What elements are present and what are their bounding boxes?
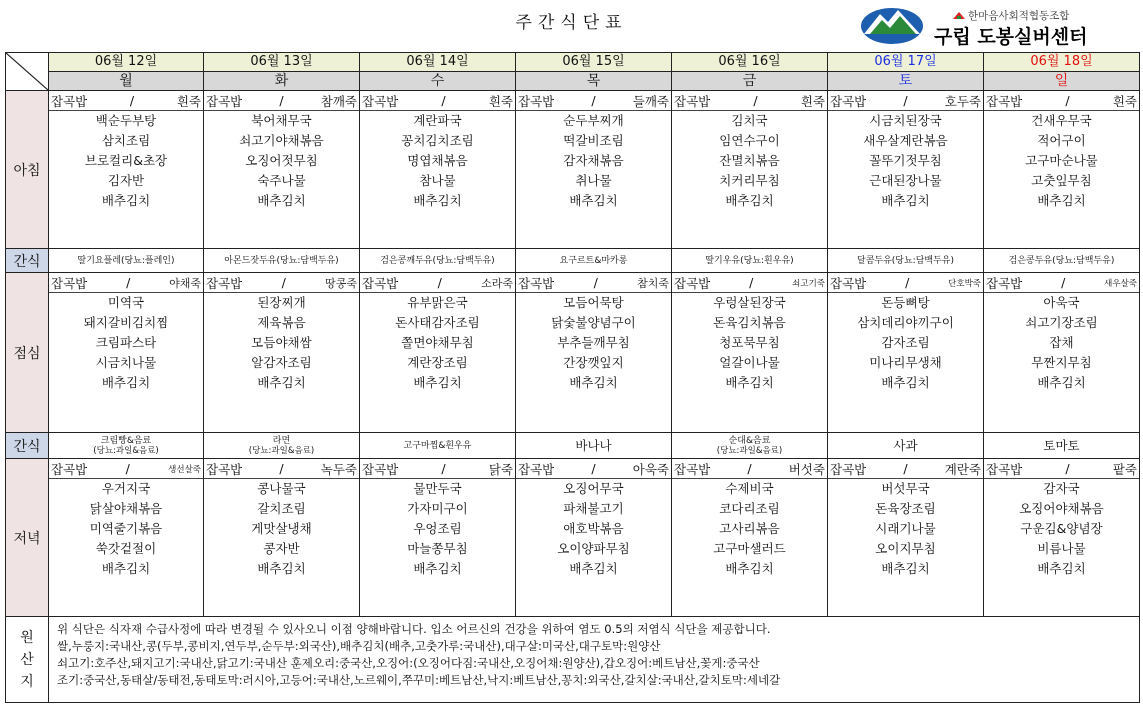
dish-item: 얼갈이나물	[719, 355, 780, 370]
dish-item: 오징어무국	[563, 481, 624, 496]
notes-line: 위 식단은 식자재 수급사정에 따라 변경될 수 있사오니 이점 양해바랍니다. 입소 어르신의 건강을 위하여 염도 0.5의 저염식 식단을 제공합니다.	[57, 622, 771, 636]
dish-item: 오이지무침	[875, 541, 936, 556]
date-header	[828, 53, 984, 72]
rice-line	[984, 459, 1139, 479]
dish-item: 가자미구이	[407, 501, 468, 516]
page-title: 주간식단표	[515, 13, 628, 33]
slash-text: /	[903, 93, 908, 108]
dinner-cell	[828, 459, 984, 617]
dish-item: 새우살계란볶음	[863, 133, 948, 148]
breakfast-cell	[204, 91, 360, 249]
weekday-header	[672, 72, 828, 91]
porridge-text: 아욱죽	[632, 461, 669, 477]
dish-item: 부추들깨무침	[557, 335, 630, 350]
rice-line	[828, 459, 983, 479]
am_snack-row	[6, 249, 1140, 273]
lunch-cell	[828, 273, 984, 433]
slash-text: /	[126, 275, 131, 290]
date-text: 06월 15일	[562, 54, 625, 69]
weekday-text: 수	[430, 73, 445, 89]
rice-line	[516, 273, 671, 293]
dish-item: 계란장조림	[407, 355, 468, 370]
dish-item: 고사리볶음	[719, 521, 780, 536]
porridge-text: 흰죽	[1112, 93, 1137, 109]
dish-item: 배추김치	[725, 193, 774, 208]
porridge-text: 쇠고기죽	[792, 278, 825, 289]
snack-line2: (당뇨:과일&음료)	[248, 445, 315, 456]
pm-snack-cell	[516, 433, 672, 459]
porridge-text: 계란죽	[944, 461, 981, 477]
dish-item: 적어구이	[1037, 133, 1086, 148]
dish-item: 배추김치	[725, 375, 774, 390]
slash-text: /	[749, 275, 754, 290]
origin-label	[6, 617, 49, 703]
rice-line	[204, 459, 359, 479]
breakfast-row	[6, 91, 1140, 249]
porridge-text: 흰죽	[800, 93, 825, 109]
rice-text: 잡곡밥	[362, 93, 399, 109]
dish-item: 임연수구이	[719, 133, 780, 148]
dish-item: 제육볶음	[257, 315, 306, 330]
dish-item: 김치국	[731, 113, 768, 128]
weekly-menu-table	[5, 52, 1140, 703]
rice-line	[49, 459, 203, 479]
slash-text: /	[591, 93, 596, 108]
dish-item: 고구마순나물	[1025, 153, 1098, 168]
pm-snack-cell	[360, 433, 516, 459]
rice-text: 잡곡밥	[51, 275, 88, 291]
am_snack-cell: 요구르트&마카롱	[516, 249, 672, 273]
dish-item: 명엽채볶음	[407, 153, 468, 168]
porridge-text: 팥죽	[1112, 461, 1137, 477]
notes-line: 조기:중국산,동태살/동태전,동태토막:러시아,고등어:국내산,노르웨이,쭈꾸미:베트남산,낙지:베트남산,꽁치:외국산,갈치살:국내산,갈치토막:세네갈	[57, 673, 781, 687]
snack-line1: 사과	[893, 437, 918, 453]
breakfast-cell	[516, 91, 672, 249]
dish-item: 무짠지무침	[1031, 355, 1092, 370]
rice-text: 잡곡밥	[362, 461, 399, 477]
rice-line	[828, 91, 983, 111]
corner-cell	[6, 53, 49, 91]
rice-line	[516, 459, 671, 479]
dinner-cell	[672, 459, 828, 617]
breakfast-cell	[49, 91, 204, 249]
snack-line1: 크림빵&음료	[100, 435, 152, 446]
breakfast-cell	[984, 91, 1140, 249]
rice-line	[360, 273, 515, 293]
notes-line: 쌀,누룽지:국내산,콩(두부,콩비지,연두부,순두부:외국산),배추김치(배추,고춧가루:국내산),대구살:미국산,대구토막:원양산	[57, 639, 661, 653]
rice-line	[672, 273, 827, 293]
rice-line	[360, 91, 515, 111]
slash-text: /	[903, 461, 908, 476]
dinner-cell	[516, 459, 672, 617]
rice-text: 잡곡밥	[830, 461, 867, 477]
rice-line	[360, 459, 515, 479]
origin-row	[6, 617, 1140, 703]
rice-line	[49, 273, 203, 293]
dish-item: 콩나물국	[257, 481, 306, 496]
dish-item: 배추김치	[101, 561, 151, 576]
date-text: 06월 14일	[406, 54, 469, 69]
breakfast-label: 아침	[6, 91, 49, 249]
pm-snack-cell	[828, 433, 984, 459]
org-sub-name: 한마음사회적협동조합	[952, 8, 1069, 23]
dish-item: 백순두부탕	[95, 113, 157, 128]
porridge-text: 흰죽	[488, 93, 513, 109]
dish-item: 닭숯불양념구이	[551, 315, 636, 330]
weekday-header	[828, 72, 984, 91]
weekday-header	[984, 72, 1140, 91]
dish-item: 근대된장나물	[869, 173, 942, 188]
porridge-text: 생선살죽	[168, 464, 201, 475]
porridge-text: 단호박죽	[948, 278, 981, 289]
weekday-text: 금	[742, 73, 757, 89]
dish-item: 배추김치	[1037, 375, 1086, 390]
rice-text: 잡곡밥	[986, 275, 1023, 291]
dish-item: 크림파스타	[95, 335, 157, 350]
dish-item: 청포묵무침	[719, 335, 780, 350]
dish-item: 시금치나물	[95, 355, 157, 370]
dish-item: 쑥갓겉절이	[95, 541, 157, 556]
origin-char: 산	[20, 651, 34, 668]
dish-item: 배추김치	[257, 193, 306, 208]
weekday-text: 화	[274, 73, 289, 89]
dish-item: 잔멸치볶음	[719, 153, 780, 168]
rice-line	[516, 91, 671, 111]
am_snack-cell: 검은콩깨두유(당뇨:담백두유)	[360, 249, 516, 273]
dish-item: 순두부찌개	[563, 113, 624, 128]
lunch-row	[6, 273, 1140, 433]
dish-item: 코다리조림	[719, 501, 780, 516]
slash-text: /	[753, 93, 758, 108]
lunch-cell	[49, 273, 204, 433]
pm-snack-row	[6, 433, 1140, 459]
dish-item: 잡채	[1049, 335, 1074, 350]
house-icon	[952, 10, 966, 20]
dish-item: 감자조림	[881, 335, 930, 350]
dish-item: 김자반	[107, 173, 145, 188]
slash-text: /	[279, 461, 284, 476]
am_snack-cell: 딸기우유(당뇨:흰우유)	[672, 249, 828, 273]
lunch-cell	[672, 273, 828, 433]
dish-item: 배추김치	[413, 561, 462, 576]
weekday-header	[360, 72, 516, 91]
slash-text: /	[593, 275, 598, 290]
dinner-label: 저녁	[6, 459, 49, 617]
dish-item: 게맛살냉채	[251, 521, 312, 536]
porridge-text: 들깨죽	[632, 93, 669, 109]
dish-item: 구운김&양념장	[1020, 521, 1103, 536]
porridge-text: 새우살죽	[1104, 278, 1137, 289]
rice-text: 잡곡밥	[518, 461, 555, 477]
am_snack-cell: 딸기요플레(당뇨:플레인)	[49, 249, 204, 273]
dish-item: 배추김치	[101, 193, 151, 208]
rice-text: 잡곡밥	[830, 275, 867, 291]
snack-line1: 바나나	[575, 437, 612, 453]
dish-item: 치커리무침	[719, 173, 780, 188]
date-text: 06월 16일	[718, 54, 781, 69]
pm-snack-label: 간식	[6, 433, 49, 459]
slash-text: /	[129, 93, 135, 108]
porridge-text: 땅콩죽	[325, 276, 357, 290]
slash-text: /	[281, 275, 286, 290]
dish-item: 배추김치	[413, 193, 462, 208]
dish-item: 된장찌개	[257, 295, 306, 310]
weekday-header	[516, 72, 672, 91]
dish-item: 건새우무국	[1031, 113, 1092, 128]
porridge-text: 야채죽	[169, 276, 201, 290]
porridge-text: 흰죽	[176, 93, 201, 109]
dish-item: 오징어야채볶음	[1019, 501, 1104, 516]
date-text: 06월 17일	[874, 54, 937, 69]
rice-text: 잡곡밥	[674, 93, 711, 109]
dinner-cell	[984, 459, 1140, 617]
dish-item: 브로컬리&초장	[84, 153, 168, 168]
date-header	[516, 53, 672, 72]
rice-text: 잡곡밥	[51, 461, 88, 477]
pm-snack-cell	[984, 433, 1140, 459]
origin-char: 원	[20, 629, 34, 646]
lunch-cell	[984, 273, 1140, 433]
porridge-text: 닭죽	[488, 461, 513, 477]
origin-char: 지	[20, 673, 34, 690]
slash-text: /	[437, 275, 442, 290]
dish-item: 아욱국	[1043, 295, 1080, 310]
snack-line1: 토마토	[1043, 437, 1080, 453]
dish-item: 고춧잎무침	[1031, 173, 1092, 188]
dish-item: 수제비국	[725, 481, 774, 496]
mountain-logo-icon	[860, 4, 924, 44]
org-main-name: 구립 도봉실버센터	[934, 26, 1088, 48]
rice-line	[49, 91, 203, 111]
porridge-text: 소라죽	[481, 276, 513, 290]
dish-item: 배추김치	[101, 375, 151, 390]
dish-item: 돈육장조림	[875, 501, 936, 516]
dish-item: 시금치된장국	[869, 113, 942, 128]
slash-text: /	[441, 461, 446, 476]
rice-text: 잡곡밥	[674, 461, 711, 477]
rice-line	[672, 91, 827, 111]
am_snack-cell: 아몬드잣두유(당뇨:담백두유)	[204, 249, 360, 273]
dish-item: 배추김치	[881, 561, 930, 576]
dish-item: 취나물	[575, 173, 612, 188]
rice-text: 잡곡밥	[206, 275, 243, 291]
dish-item: 삼치조림	[101, 133, 151, 148]
rice-text: 잡곡밥	[206, 461, 243, 477]
snack-line2: (당뇨:과일&음료)	[93, 445, 159, 456]
dish-item: 미역줄기볶음	[89, 521, 163, 536]
dish-item: 계란파국	[413, 113, 462, 128]
dish-item: 쫄면야채무침	[401, 335, 474, 350]
date-header	[49, 53, 204, 72]
slash-text: /	[747, 461, 752, 476]
dish-item: 배추김치	[569, 561, 618, 576]
am_snack-cell: 달콤두유(당뇨:담백두유)	[828, 249, 984, 273]
date-header	[360, 53, 516, 72]
dish-item: 콩자반	[263, 541, 300, 556]
dish-item: 감자국	[1043, 481, 1080, 496]
dish-item: 배추김치	[881, 193, 930, 208]
dish-item: 꼴뚜기젓무침	[869, 153, 942, 168]
dish-item: 파채불고기	[563, 501, 624, 516]
snack-line1: 라면	[272, 435, 291, 446]
porridge-text: 참깨죽	[320, 93, 357, 109]
weekday-header	[49, 72, 204, 91]
dish-item: 갈치조림	[257, 501, 306, 516]
date-row	[6, 53, 1140, 72]
dish-item: 물만두국	[413, 481, 462, 496]
dinner-row	[6, 459, 1140, 617]
dish-item: 꽁치김치조림	[401, 133, 474, 148]
rice-text: 잡곡밥	[362, 275, 399, 291]
dish-item: 비름나물	[1037, 541, 1086, 556]
dish-item: 북어채무국	[251, 113, 312, 128]
dish-item: 알감자조림	[251, 355, 312, 370]
dish-item: 배추김치	[569, 193, 618, 208]
breakfast-cell	[360, 91, 516, 249]
dish-item: 배추김치	[569, 375, 618, 390]
porridge-text: 호두죽	[944, 93, 981, 109]
slash-text: /	[279, 93, 284, 108]
dish-item: 돈육김치볶음	[713, 315, 786, 330]
dish-item: 오징어젓무침	[245, 153, 318, 168]
date-text: 06월 13일	[250, 54, 313, 69]
date-text: 06월 18일	[1030, 54, 1093, 69]
dish-item: 배추김치	[1037, 561, 1086, 576]
porridge-text: 녹두죽	[320, 461, 357, 477]
dish-item: 돼지갈비김치찜	[83, 315, 169, 330]
dish-item: 배추김치	[257, 561, 306, 576]
snack-line1: 고구마찜&흰우유	[403, 440, 472, 451]
weekday-header	[204, 72, 360, 91]
dish-item: 떡갈비조림	[563, 133, 624, 148]
rice-text: 잡곡밥	[51, 93, 88, 109]
dish-item: 간장깻잎지	[563, 355, 624, 370]
dish-item: 애호박볶음	[563, 521, 624, 536]
rice-text: 잡곡밥	[518, 93, 555, 109]
dish-item: 모듬어묵탕	[563, 295, 624, 310]
dish-item: 미역국	[107, 295, 145, 310]
dish-item: 버섯무국	[881, 481, 930, 496]
rice-text: 잡곡밥	[830, 93, 867, 109]
rice-line	[984, 273, 1139, 293]
slash-text: /	[125, 461, 130, 476]
weekday-text: 토	[898, 73, 913, 89]
weekday-text: 월	[119, 73, 133, 89]
breakfast-cell	[828, 91, 984, 249]
lunch-cell	[516, 273, 672, 433]
rice-line	[672, 459, 827, 479]
dinner-cell	[360, 459, 516, 617]
slash-text: /	[1065, 461, 1070, 476]
dish-item: 참나물	[419, 173, 456, 188]
dish-item: 쇠고기야채볶음	[239, 133, 324, 148]
slash-text: /	[905, 275, 910, 290]
notes-line: 쇠고기:호주산,돼지고기:국내산,닭고기:국내산 훈제오리:중국산,오징어:(오징어다짐:국내산,오징어채:원양산),갑오징어:베트남산,꽃게:중국산	[57, 656, 760, 670]
lunch-label: 점심	[6, 273, 49, 433]
rice-line	[204, 91, 359, 111]
dinner-cell	[204, 459, 360, 617]
slash-text: /	[441, 93, 446, 108]
dish-item: 돈사태감자조림	[395, 315, 480, 330]
pm-snack-cell	[49, 433, 204, 459]
rice-text: 잡곡밥	[986, 93, 1023, 109]
rice-line	[828, 273, 983, 293]
dish-item: 고구마샐러드	[713, 541, 786, 556]
slash-text: /	[591, 461, 596, 476]
dish-item: 배추김치	[257, 375, 306, 390]
dish-item: 감자채볶음	[563, 153, 624, 168]
dish-item: 닭살야채볶음	[89, 501, 163, 516]
am_snack-cell: 검은콩두유(당뇨:담백두유)	[984, 249, 1140, 273]
rice-text: 잡곡밥	[518, 275, 555, 291]
dish-item: 모듬야채쌈	[251, 335, 312, 350]
dish-item: 우거지국	[101, 481, 151, 496]
rice-text: 잡곡밥	[986, 461, 1023, 477]
dish-item: 유부맑은국	[407, 295, 468, 310]
origin-notes	[49, 617, 1140, 703]
date-text: 06월 12일	[94, 54, 158, 69]
rice-line	[204, 273, 359, 293]
rice-text: 잡곡밥	[674, 275, 711, 291]
snack-line2: (당뇨:과일&음료)	[716, 445, 783, 456]
am_snack-label: 간식	[6, 249, 49, 273]
slash-text: /	[1065, 93, 1070, 108]
dish-item: 쇠고기장조림	[1025, 315, 1098, 330]
lunch-cell	[204, 273, 360, 433]
lunch-cell	[360, 273, 516, 433]
org-logo	[860, 2, 1130, 46]
date-header	[672, 53, 828, 72]
slash-text: /	[1061, 275, 1066, 290]
dish-item: 마늘쫑무침	[407, 541, 468, 556]
porridge-text: 버섯죽	[788, 461, 825, 477]
dish-item: 배추김치	[881, 375, 930, 390]
pm-snack-cell	[672, 433, 828, 459]
dish-item: 미나리무생채	[869, 355, 942, 370]
dish-item: 시래기나물	[875, 521, 936, 536]
dish-item: 배추김치	[413, 375, 462, 390]
dish-item: 숙주나물	[257, 173, 306, 188]
dish-item: 오이양파무침	[557, 541, 630, 556]
dish-item: 우렁살된장국	[713, 295, 786, 310]
dinner-cell	[49, 459, 204, 617]
dish-item: 돈등뼈탕	[881, 295, 930, 310]
rice-line	[984, 91, 1139, 111]
dish-item: 삼치데리야끼구이	[857, 315, 954, 330]
pm-snack-cell	[204, 433, 360, 459]
date-header	[984, 53, 1140, 72]
weekday-text: 일	[1054, 73, 1069, 89]
date-header	[204, 53, 360, 72]
dish-item: 배추김치	[1037, 193, 1086, 208]
porridge-text: 참치죽	[637, 276, 669, 290]
weekday-row	[6, 72, 1140, 91]
dish-item: 우엉조림	[413, 521, 462, 536]
snack-line1: 순대&음료	[728, 435, 771, 446]
rice-text: 잡곡밥	[206, 93, 243, 109]
breakfast-cell	[672, 91, 828, 249]
dish-item: 배추김치	[725, 561, 774, 576]
weekday-text: 목	[586, 73, 601, 89]
